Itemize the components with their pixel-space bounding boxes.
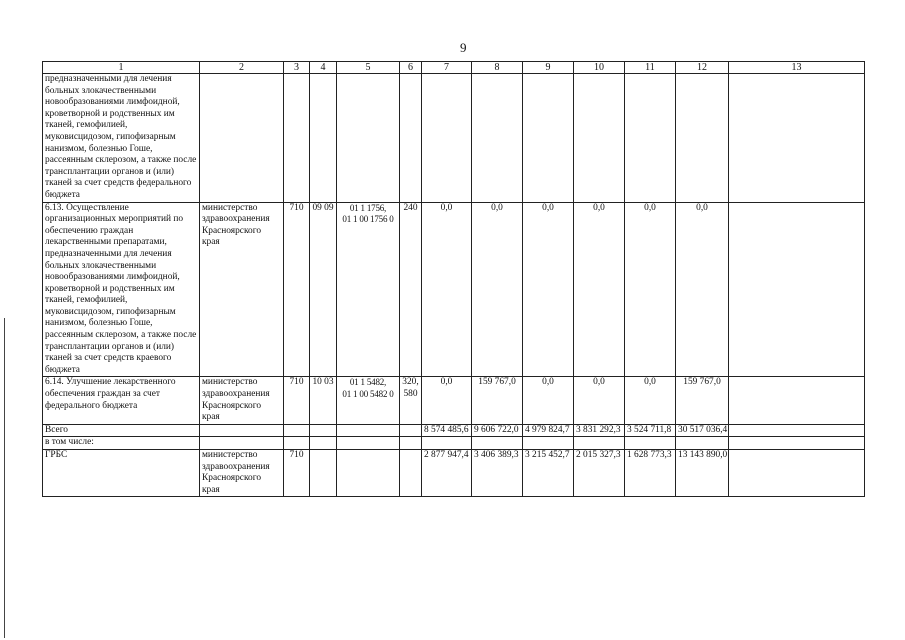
csr-code-old: 01 1 1756, [349,202,387,213]
header-cell: 12 [676,62,729,74]
header-cell: 8 [472,62,523,74]
header-cell: 7 [422,62,472,74]
total-value-cell: 8 574 485,6 [422,424,472,437]
rzpr-code-cell: 09 09 [310,202,337,377]
value-cell: 0,0 [625,202,676,377]
header-cell: 1 [43,62,200,74]
value-cell: 0,0 [523,377,574,424]
header-cell: 13 [729,62,865,74]
value-cell: 0,0 [625,377,676,424]
header-cell: 3 [284,62,310,74]
activity-name-cell: 6.14. Улучшение лекарственного обеспечения граждан за счет федерального бюджета [43,377,200,424]
grbs-value-cell: 1 628 773,3 [625,450,676,497]
header-cell: 4 [310,62,337,74]
header-cell: 9 [523,62,574,74]
table-row-6-14 [43,377,865,424]
vr-code-1: 320, [402,377,419,388]
executor-cell: министерство здравоохранения Красноярского края [200,377,284,424]
header-cell: 11 [625,62,676,74]
value-cell: 159 767,0 [676,377,729,424]
result-cell [729,202,865,377]
table-row-6-13 [43,202,865,377]
vr-code-cell: 240 [400,202,422,377]
header-row [43,62,865,74]
value-cell: 159 767,0 [472,377,523,424]
activity-name-cell: 6.13. Осуществление организационных мероприятий по обеспечению граждан лекарственными препаратами, предназначенными для лечения больных злокачественными новообразованиями лимфоидной, кроветворной и родственных им тканей, гемофилией, муковисцидозом, гипофизарным нанизмом, болезнью Гоше, рассеянным склерозом, а также после трансплантации органов и (или) тканей за счет средств краевого бюджета [43,202,200,377]
value-cell: 0,0 [574,377,625,424]
csr-code-new: 01 1 00 5482 0 [342,389,394,400]
including-label: в том числе: [43,437,200,450]
activity-name-cell: предназначенными для лечения больных злокачественными новообразованиями лимфоидной, кроветворной и родственных им тканей, гемофилией, муковисцидозом, гипофизарным нанизмом, болезнью Гоше, рассеянным склерозом, а также после трансплантации органов и (или) тканей за счет средств федерального бюджета [43,74,200,203]
csr-code-old: 01 1 5482, [349,377,387,388]
total-value-cell: 4 979 824,7 [523,424,574,437]
grbs-code-cell: 710 [284,377,310,424]
value-cell: 0,0 [676,202,729,377]
grbs-value-cell: 2 015 327,3 [574,450,625,497]
value-cell: 0,0 [422,377,472,424]
table-row-total [43,424,865,437]
table-row-grbs [43,450,865,497]
header-cell: 2 [200,62,284,74]
rzpr-code-cell: 10 03 [310,377,337,424]
csr-code-cell [337,202,400,377]
binding-margin-line [4,318,5,638]
value-cell: 0,0 [422,202,472,377]
vr-code-2: 580 [403,389,418,400]
executor-cell: министерство здравоохранения Красноярского края [200,202,284,377]
grbs-value-cell: 2 877 947,4 [422,450,472,497]
total-label: Всего [43,424,200,437]
grbs-value-cell: 3 215 452,7 [523,450,574,497]
grbs-code-cell: 710 [284,202,310,377]
value-cell: 0,0 [472,202,523,377]
total-value-cell: 30 517 036,4 [676,424,729,437]
total-value-cell: 9 606 722,0 [472,424,523,437]
csr-code-cell [337,377,400,424]
grbs-value-cell: 13 143 890,0 [676,450,729,497]
header-cell: 5 [337,62,400,74]
table-row-including [43,437,865,450]
result-cell [729,377,865,424]
total-value-cell: 3 524 711,8 [625,424,676,437]
budget-table [42,61,865,497]
executor-cell: министерство здравоохранения Красноярского края [200,450,284,497]
table-row-continuation [43,74,865,203]
total-value-cell: 3 831 292,3 [574,424,625,437]
page-number: 9 [460,40,467,55]
value-cell: 0,0 [523,202,574,377]
grbs-code-cell: 710 [284,450,310,497]
header-cell: 10 [574,62,625,74]
csr-code-new: 01 1 00 1756 0 [342,214,394,225]
value-cell: 0,0 [574,202,625,377]
grbs-value-cell: 3 406 389,3 [472,450,523,497]
grbs-label: ГРБС [43,450,200,497]
vr-code-cell [400,377,422,424]
header-cell: 6 [400,62,422,74]
